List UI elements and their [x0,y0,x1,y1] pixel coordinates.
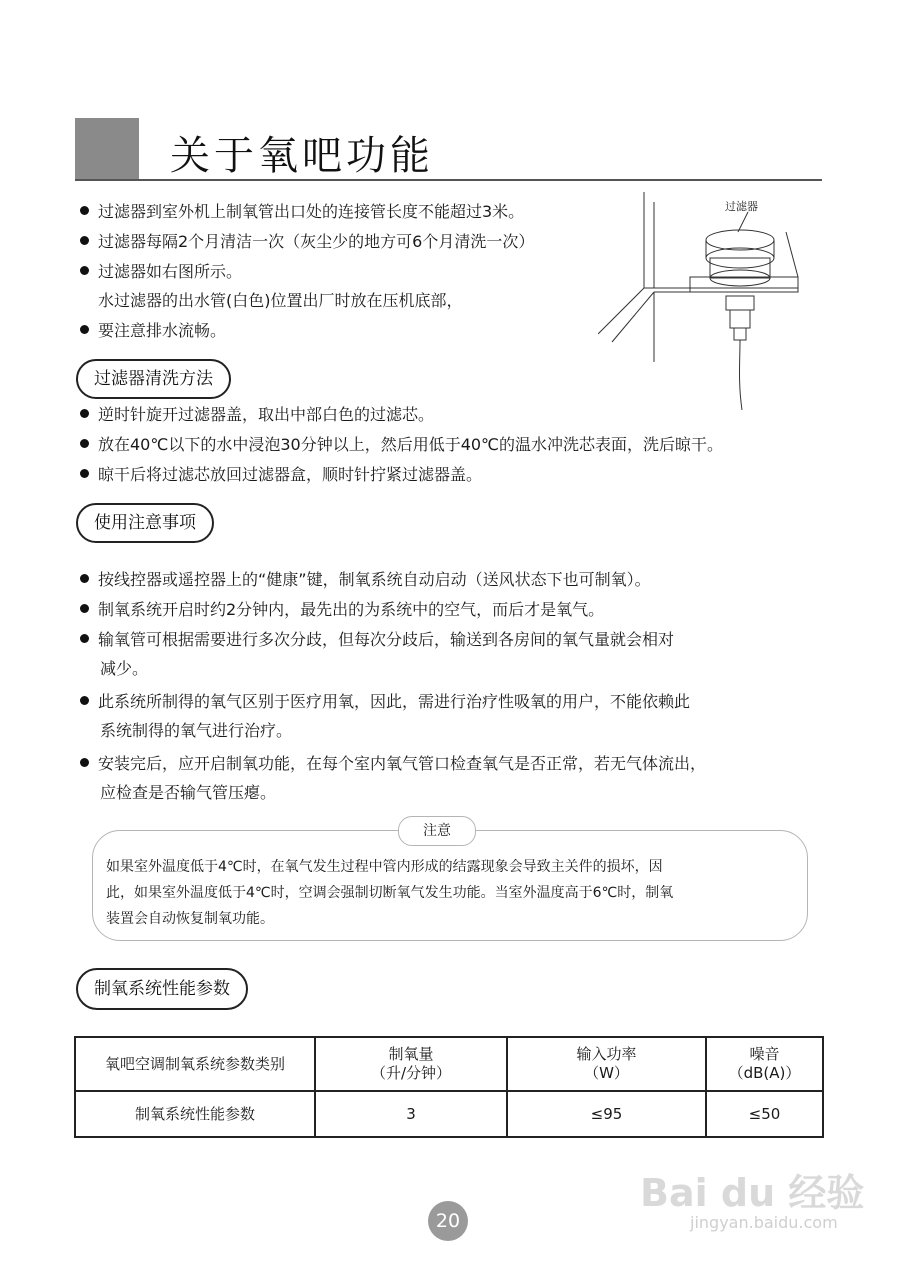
intro-continuation: 水过滤器的出水管(白色)位置出厂时放在压机底部， [98,291,463,310]
table-cell-input-power: ≤95 [507,1091,706,1137]
table-header-row [75,1037,823,1091]
bullet-icon [80,236,89,245]
bullet-icon [80,325,89,334]
usage-bullet: 按线控器或遥控器上的“健康”键，制氧系统自动启动（送风状态下也可制氧）。 [80,568,651,592]
note-line: 如果室外温度低于4℃时，在氧气发生过程中管内形成的结露现象会导致主关件的损坏，因 [106,859,663,875]
table-cell-oxygen-output: 3 [315,1091,507,1137]
bullet-icon [80,439,89,448]
page-number: 20 [428,1201,468,1241]
section-heading-cleaning: 过滤器清洗方法 [76,359,231,399]
table-row-label: 制氧系统性能参数 [75,1091,315,1137]
section-heading-params: 制氧系统性能参数 [76,968,248,1010]
intro-bullet: 过滤器到室外机上制氧管出口处的连接管长度不能超过3米。 [80,200,524,224]
usage-bullet: 安装完后，应开启制氧功能，在每个室内氧气管口检查氧气是否正常，若无气体流出， [80,752,706,776]
bullet-icon [80,206,89,215]
bullet-icon [80,574,89,583]
note-line: 此，如果室外温度低于4℃时，空调会强制切断氧气发生功能。当室外温度高于6℃时，制氧 [106,885,674,901]
usage-bullet: 制氧系统开启时约2分钟内，最先出的为系统中的空气，而后才是氧气。 [80,598,604,622]
section-heading-usage: 使用注意事项 [76,503,214,543]
cleaning-bullet: 晾干后将过滤芯放回过滤器盒，顺时针拧紧过滤器盖。 [80,463,482,487]
usage-bullet-continuation: 减少。 [100,659,149,678]
table-header-input-power: 输入功率 （W） [507,1037,706,1091]
bullet-icon [80,469,89,478]
cleaning-bullet: 放在40℃以下的水中浸泡30分钟以上，然后用低于40℃的温水冲洗芯表面，洗后晾干。 [80,433,723,457]
table-row [75,1091,823,1137]
page-title: 关于氧吧功能 [170,133,434,179]
title-block-decoration [75,118,139,180]
usage-bullet-continuation: 系统制得的氧气进行治疗。 [100,721,293,740]
intro-bullet: 过滤器如右图所示。 [80,260,242,284]
watermark-brand: Bai du 经验 [640,1171,865,1215]
bullet-icon [80,696,89,705]
intro-bullet: 要注意排水流畅。 [80,319,226,343]
filter-drawing [598,192,820,410]
filter-figure-label: 过滤器 [725,200,758,213]
table-header-noise: 噪音 （dB(A)） [706,1037,823,1091]
table-cell-noise: ≤50 [706,1091,823,1137]
table-header-category: 氧吧空调制氧系统参数类别 [75,1037,315,1091]
usage-bullet: 此系统所制得的氧气区别于医疗用氧，因此，需进行治疗性吸氧的用户，不能依赖此 [80,690,690,714]
intro-bullet: 过滤器每隔2个月清洁一次（灰尘少的地方可6个月清洗一次） [80,230,534,254]
bullet-icon [80,266,89,275]
title-rule [75,179,822,181]
bullet-icon [80,604,89,613]
filter-illustration [598,192,820,410]
watermark-url: jingyan.baidu.com [690,1213,838,1232]
note-label: 注意 [398,816,476,846]
usage-bullet: 输氧管可根据需要进行多次分歧，但每次分歧后，输送到各房间的氧气量就会相对 [80,628,674,652]
note-line: 装置会自动恢复制氧功能。 [106,911,274,927]
bullet-icon [80,758,89,767]
bullet-icon [80,634,89,643]
table-header-oxygen-output: 制氧量 （升/分钟） [315,1037,507,1091]
bullet-icon [80,409,89,418]
usage-bullet-continuation: 应检查是否输气管压瘪。 [100,783,277,802]
params-table [74,1036,824,1138]
cleaning-bullet: 逆时针旋开过滤器盖，取出中部白色的过滤芯。 [80,403,434,427]
